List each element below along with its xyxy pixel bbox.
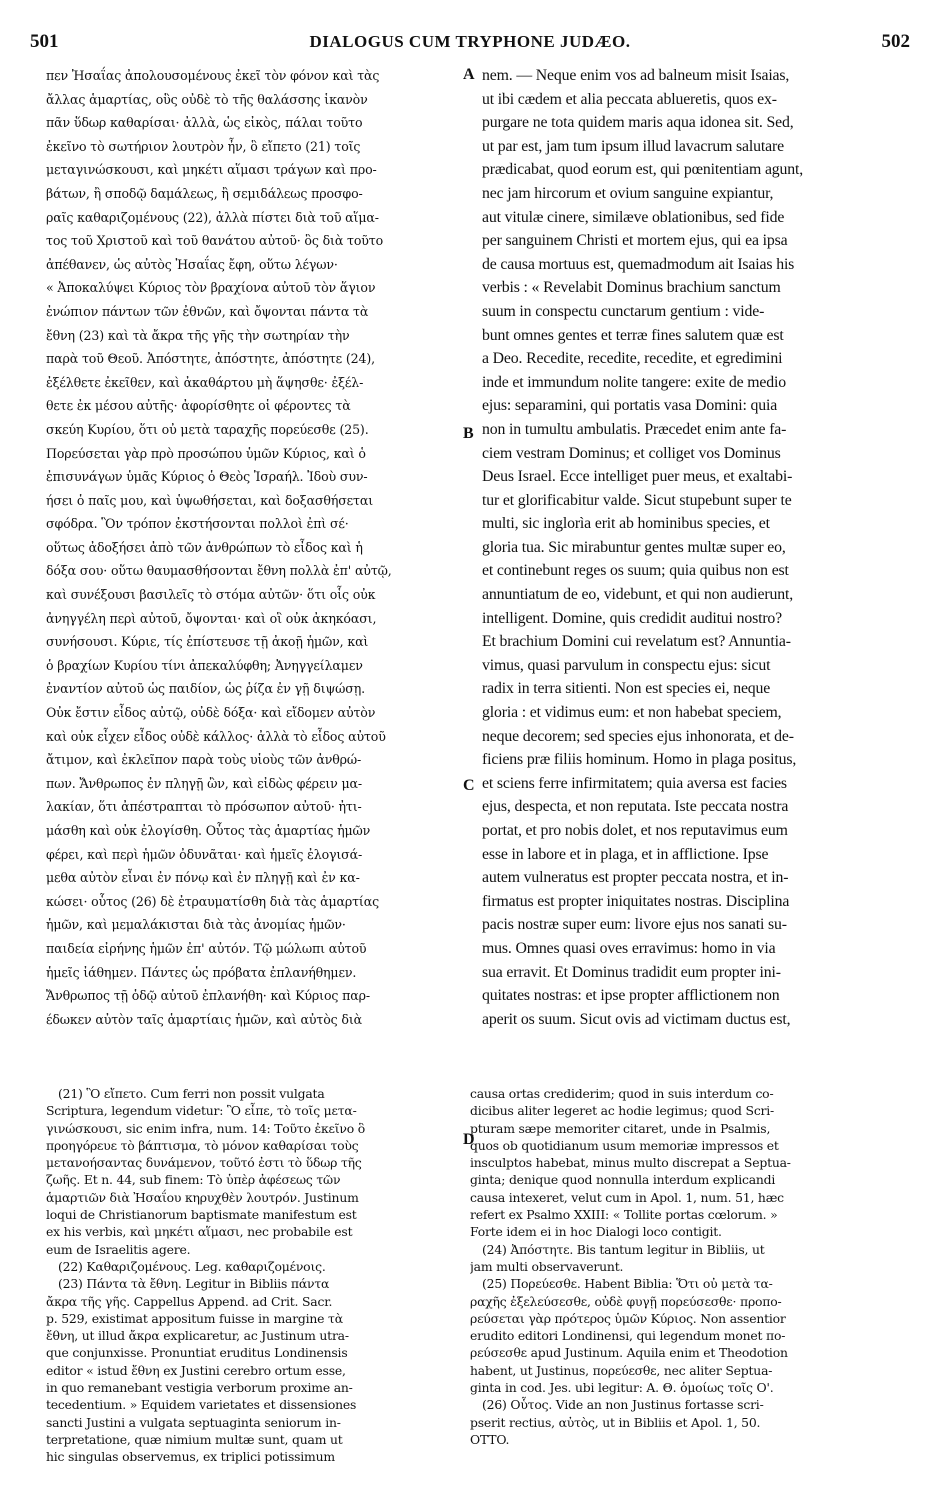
latin-text-line: quitates nostras: et ipse propter afflictionem non [482, 987, 780, 1005]
greek-text-line: πᾶν ὕδωρ καθαρίσαι· ἀλλὰ, ὡς εἰκὸς, πάλαι τοῦτο [46, 115, 363, 131]
latin-text-line: annuntiatum de eo, videbunt, et qui non audierunt, [482, 586, 793, 604]
greek-text-line: σφόδρα. Ὃν τρόπον ἐκστήσονται πολλοὶ ἐπὶ σέ· [46, 516, 349, 532]
latin-text-line: ejus, despecta, et non reputata. Iste peccata nostra [482, 798, 789, 816]
greek-text-line: « Ἀποκαλύψει Κύριος τὸν βραχίονα αὐτοῦ τὸν ἅγιον [46, 280, 376, 296]
greek-text-line: ἀπέθανεν, ὡς αὐτὸς Ἠσαΐας ἔφη, οὕτω λέγων· [46, 256, 338, 272]
greek-text-line: ἄλλας ἁμαρτίας, οὓς οὐδὲ τὸ τῆς θαλάσσης ἱκανὸν [46, 91, 368, 107]
latin-text-line: inde et immundum nolite tangere: exite de medio [482, 373, 786, 391]
greek-text-line: παιδεία εἰρήνης ἡμῶν ἐπ' αὐτόν. Τῷ μώλωπι αὐτοῦ [46, 940, 367, 956]
footnote-line: προηγόρευε τὸ βάπτισμα, τὸ μόνον καθαρίσαι τοὺς [46, 1137, 359, 1153]
greek-text-line: φέρει, καὶ περὶ ἡμῶν ὀδυνᾶται· καὶ ἡμεῖς ἐλογισά- [46, 846, 363, 862]
latin-text-line: tur et glorificabitur valde. Sicut stupebunt super te [482, 491, 792, 509]
footnote-line: in quo remanebant vestigia verborum proxime an- [46, 1380, 353, 1396]
latin-text-line: Deus Israel. Ecce intelliget puer meus, et exaltabi- [482, 468, 793, 486]
footnote-line: editor « istud ἔθνη ex Justini cerebro ortum esse, [46, 1362, 346, 1378]
footnote-line: causa ortas crediderim; quod in suis interdum co- [470, 1086, 774, 1101]
latin-text-line: aut vitulæ cinere, similæve oblationibus, sed fide [482, 208, 785, 226]
greek-text-line: πεν Ἠσαΐας ἀπολουσομένους ἐκεῖ τὸν φόνον καὶ τὰς [46, 68, 380, 83]
greek-text-line: παρὰ τοῦ Θεοῦ. Ἀπόστητε, ἀπόστητε, ἀπόστητε (24), [46, 351, 375, 367]
latin-text-line: verbis : « Revelabit Dominus brachium sanctum [482, 279, 781, 297]
footnote-line: ρεύσεται γὰρ πρότερος ὑμῶν Κύριος. Non assentior [470, 1310, 786, 1326]
footnote-line: (26) Οὗτος. Vide an non Justinus fortasse scri- [482, 1397, 764, 1413]
footnote-line: ginta in cod. Jes. ubi legitur: Α. Θ. ὁμοίως τοῖς Ο'. [470, 1380, 774, 1396]
latin-text-line: non in tumultu ambulatis. Præcedet enim ante fa- [482, 420, 787, 438]
footnote-line: tecedentium. » Equidem varietates et dissensiones [46, 1397, 357, 1413]
greek-text-line: ἐναντίον αὐτοῦ ὡς παιδίον, ὡς ῥίζα ἐν γῇ διψώσῃ. [46, 681, 366, 697]
footnote-line: sancti Justini a vulgata septuaginta seniorum in- [46, 1414, 341, 1430]
footnote-line: hic singulas observemus, ex triplici potissimum [46, 1449, 335, 1465]
footnote-line: terpretatione, quæ nimium multæ sunt, quam ut [46, 1431, 343, 1447]
greek-text-line: τος τοῦ Χριστοῦ καὶ τοῦ θανάτου αὐτοῦ· ὃς διὰ τοῦτο [46, 233, 384, 249]
page-number-left: 501 [30, 31, 59, 52]
running-title: DIALOGUS CUM TRYPHONE JUDÆO. [309, 32, 631, 51]
footnote-line: loqui de Christianorum baptismate manifestum est [46, 1207, 357, 1223]
footnote-line: habent, ut Justinus, πορεύεσθε, nec aliter Septua- [470, 1362, 773, 1378]
greek-text-line: οὕτως ἀδοξήσει ἀπὸ τῶν ἀνθρώπων τὸ εἶδος καὶ ἡ [46, 539, 363, 555]
greek-text-line: ὁ βραχίων Κυρίου τίνι ἀπεκαλύφθη; Ἀνηγγείλαμεν [46, 657, 363, 673]
footnote-line: jam multi observaverunt. [470, 1258, 624, 1274]
latin-text-line: vimus, quasi parvulum in conspectu ejus: sicut [482, 656, 771, 674]
footnote-line: ἔθνη, ut illud ἄκρα explicaretur, ac Justinum utra- [46, 1328, 349, 1344]
latin-text-line: gloria tua. Sic mirabuntur gentes multæ super eo, [482, 538, 786, 556]
footnote-line: μετανοήσαντας δυνάμενον, τοῦτό ἐστι τὸ ὕδωρ τῆς [46, 1155, 362, 1171]
footnote-line: quos ob quotidianum usum memoriæ impressos et [470, 1137, 779, 1153]
footnote-line: ρεύσεσθε apud Justinum. Aquila enim et Theodotion [470, 1345, 788, 1361]
footnote-line: Forte idem ei in hoc Dialogi loco contigit. [470, 1224, 722, 1240]
greek-text-line: λακίαν, ὅτι ἀπέστραπται τὸ πρόσωπον αὐτοῦ· ἠτι- [46, 799, 362, 815]
footnote-line: refert ex Psalmo XXIII: « Tollite portas cœlorum. » [470, 1207, 778, 1223]
section-marker-d: D [463, 1131, 475, 1148]
greek-text-line: ἐκεῖνο τὸ σωτήριον λουτρὸν ἦν, ὃ εἴπετο (21) τοῖς [46, 138, 361, 154]
running-header [30, 28, 910, 56]
footnote-line: (25) Πορεύεσθε. Habent Biblia: Ὅτι οὐ μετὰ τα- [482, 1276, 773, 1292]
footnote-line: p. 529, existimat appositum fuisse in margine τὰ [46, 1310, 343, 1326]
footnote-line: γινώσκουσι, sic enim infra, num. 14: Τοῦτο ἐκεῖνο ὃ [46, 1120, 366, 1136]
section-marker-c: C [463, 777, 475, 794]
greek-text-line: Πορεύσεται γὰρ πρὸ προσώπου ὑμῶν Κύριος, καὶ ὁ [46, 445, 366, 461]
greek-text-line: θετε ἐκ μέσου αὐτῆς· ἀφορίσθητε οἱ φέροντες τὰ [46, 398, 351, 414]
footnote-line: ζωῆς. Et n. 44, sub finem: Τὸ ὑπὲρ ἀφέσεως τῶν [46, 1172, 341, 1188]
latin-text-line: intelligent. Domine, quis credidit auditui nostro? [482, 609, 783, 627]
footnote-line: Scriptura, legendum videtur: Ὃ εἶπε, τὸ τοῖς μετα- [46, 1103, 357, 1119]
greek-text-line: ἀνηγγέλη περὶ αὐτοῦ, ὄψονται· καὶ οἳ οὐκ ἀκηκόασι, [46, 610, 377, 626]
greek-text-line: μεθα αὐτὸν εἶναι ἐν πόνῳ καὶ ἐν πληγῇ καὶ ἐν κα- [46, 870, 360, 886]
greek-text-line: Οὐκ ἔστιν εἶδος αὐτῷ, οὐδὲ δόξα· καὶ εἴδομεν αὐτὸν [46, 705, 376, 721]
greek-text-line: συνήσουσι. Κύριε, τίς ἐπίστευσε τῇ ἀκοῇ ἡμῶν, καὶ [46, 634, 369, 650]
latin-text-line: portat, et pro nobis dolet, et nos reputavimus eum [482, 822, 788, 839]
latin-text-line: ut par est, jam tum ipsum illud lavacrum salutare [482, 137, 784, 155]
latin-text-line: ut ibi cædem et alia peccata ablueretis, quos ex- [482, 90, 777, 108]
footnote-line: (21) Ὃ εἴπετο. Cum ferri non possit vulgata [58, 1086, 325, 1101]
latin-text-line: aperit os suum. Sicut ovis ad victimam ductus est, [482, 1010, 791, 1028]
latin-text-line: firmatus est propter iniquitates nostras. Disciplina [482, 892, 790, 910]
footnote-line: ex his verbis, καὶ μηκέτι αἵμασι, nec probabile est [46, 1224, 353, 1240]
greek-text-line: βάτων, ἢ σποδῷ δαμάλεως, ἢ σεμιδάλεως προσφο- [46, 185, 363, 201]
latin-text-line: sua erravit. Et Dominus tradidit eum propter ini- [482, 963, 781, 981]
footnote-line: insculptos habebat, minus multo discrepat a Septua- [470, 1155, 791, 1171]
latin-text-line: Et brachium Domini cui revelatum est? Annuntia- [482, 633, 791, 651]
latin-text-line: a Deo. Recedite, recedite, recedite, et egredimini [482, 350, 783, 368]
greek-text-line: ἔθνη (23) καὶ τὰ ἄκρα τῆς γῆς τὴν σωτηρίαν τὴν [46, 327, 350, 343]
greek-text-column [46, 64, 464, 1056]
latin-text-column [482, 64, 894, 1056]
latin-text-line: neque decorem; sed species ejus inhonorata, et de- [482, 727, 794, 745]
footnote-line: causa intexeret, velut cum in Apol. 1, num. 51, hæc [470, 1189, 784, 1205]
footnotes-right [470, 1085, 895, 1448]
greek-text-line: ἐπισυνάγων ὑμᾶς Κύριος ὁ Θεὸς Ἰσραήλ. Ἰδοὺ συν- [46, 469, 368, 485]
latin-text-line: ficiens præ filiis hominum. Homo in plaga positus, [482, 751, 797, 769]
greek-text-line: κώσει· οὗτος (26) δὲ ἐτραυματίσθη διὰ τὰς ἁμαρτίας [46, 893, 379, 909]
footnote-line: OTTO. [470, 1431, 510, 1447]
latin-text-line: de causa mortuus est, quemadmodum ait Isaias his [482, 255, 795, 273]
footnote-line: (24) Ἀπόστητε. Bis tantum legitur in Bibliis, ut [482, 1241, 765, 1257]
latin-text-line: esse in labore et in plaga, et in afflictione. Ipse [482, 845, 769, 863]
latin-text-line: radix in terra sitienti. Non est species ei, neque [482, 680, 771, 698]
footnote-line: pserit rectius, αὐτὸς, ut in Bibliis et Apol. 1, 50. [470, 1414, 761, 1430]
greek-text-line: ραῖς καθαριζομένους (22), ἀλλὰ πίστει διὰ τοῦ αἵμα- [46, 209, 379, 225]
latin-text-line: mus. Omnes quasi oves erravimus: homo in via [482, 939, 776, 957]
latin-text-line: nem. — Neque enim vos ad balneum misit Isaias, [482, 67, 790, 84]
greek-text-line: ἐνώπιον πάντων τῶν ἐθνῶν, καὶ ὄψονται πάντα τὰ [46, 303, 369, 319]
footnote-line: ginta; denique quod nonnulla interdum explicandi [470, 1172, 776, 1188]
latin-text-line: multi, sic inglorìa erit ab hominibus species, et [482, 515, 770, 533]
latin-text-line: pacis nostræ super eum: livore ejus nos sanati su- [482, 916, 787, 934]
greek-text-line: ἡμῶν, καὶ μεμαλάκισται διὰ τὰς ἀνομίας ἡμῶν· [46, 917, 346, 933]
latin-text-line: nec jam hircorum et ovium sanguine expiantur, [482, 184, 774, 202]
latin-text-line: per sanguinem Christi et mortem ejus, qui ea ipsa [482, 232, 788, 250]
greek-text-line: καὶ οὐκ εἶχεν εἶδος οὐδὲ κάλλος· ἀλλὰ τὸ εἶδος αὐτοῦ [46, 728, 386, 744]
footnote-line: ἁμαρτιῶν διὰ Ἠσαΐου κηρυχθὲν λουτρόν. Justinum [46, 1189, 359, 1205]
section-marker-b: B [463, 425, 474, 442]
footnote-line: (22) Καθαριζομένους. Leg. καθαριζομένοις. [58, 1258, 326, 1274]
greek-text-line: ἡμεῖς ἰάθημεν. Πάντες ὡς πρόβατα ἐπλανήθημεν. [46, 964, 357, 980]
latin-text-line: ciem vestram Dominus; et colliget vos Dominus [482, 444, 781, 462]
latin-text-line: gloria : et vidimus eum: et non habebat speciem, [482, 704, 782, 722]
latin-text-line: prædicabat, quod eorum est, qui pœnitentiam agunt, [482, 161, 804, 179]
footnote-line: ἄκρα τῆς γῆς. Cappellus Append. ad Crit. Sacr. [46, 1293, 333, 1309]
footnote-line: dicibus aliter legeret ac hodie legimus; quod Scri- [470, 1103, 775, 1119]
latin-text-line: et sciens ferre infirmitatem; quia aversa est facies [482, 774, 787, 792]
greek-text-line: έδωκεν αὐτὸν ταῖς ἁμαρτίαις ἡμῶν, καὶ αὐτὸς διὰ [46, 1011, 362, 1027]
latin-text-line: ejus: separamini, qui portatis vasa Domini: quia [482, 397, 778, 415]
latin-text-line: purgare ne tota quidem maris aqua idonea sit. Sed, [482, 114, 794, 132]
greek-text-line: πων. Ἄνθρωπος ἐν πληγῇ ὢν, καὶ εἰδὼς φέρειν μα- [46, 775, 362, 791]
latin-text-line: bunt omnes gentes et terræ fines salutem quæ est [482, 326, 784, 344]
greek-text-line: ἄτιμον, καὶ ἐκλεῖπον παρὰ τοὺς υἱοὺς τῶν ἀνθρώ- [46, 752, 362, 768]
latin-text-line: et continebunt reges os suum; quia quibus non est [482, 562, 789, 580]
greek-text-line: μάσθη καὶ οὐκ ἐλογίσθη. Οὗτος τὰς ἁμαρτίας ἡμῶν [46, 823, 371, 838]
page-number-right: 502 [881, 31, 910, 52]
latin-text-line: autem vulneratus est propter peccata nostra, et in- [482, 869, 789, 887]
footnote-line: que conjunxisse. Pronuntiat eruditus Londinensis [46, 1345, 348, 1361]
greek-text-line: καὶ συνέξουσι βασιλεῖς τὸ στόμα αὐτῶν· ὅτι οἷς οὐκ [46, 587, 376, 603]
footnotes-left [46, 1085, 454, 1466]
greek-text-line: ήσει ὁ παῖς μου, καὶ ὑψωθήσεται, καὶ δοξασθήσεται [46, 492, 374, 508]
latin-text-line: suum in conspectu cunctarum gentium : vide- [482, 302, 765, 320]
greek-text-line: ἐξέλθετε ἐκεῖθεν, καὶ ἀκαθάρτου μὴ ἅψησθε· ἐξέλ- [46, 374, 364, 390]
footnote-line: ραχῆς ἐξελεύσεσθε, οὐδὲ φυγῇ πορεύσεσθε· προπο- [470, 1293, 782, 1309]
greek-text-line: Ἄνθρωπος τῇ ὁδῷ αὐτοῦ ἐπλανήθη· καὶ Κύριος παρ- [46, 988, 370, 1004]
greek-text-line: σκεύη Κυρίου, ὅτι οὐ μετὰ ταραχῆς πορεύεσθε (25). [46, 421, 369, 437]
section-marker-a: A [463, 66, 475, 83]
greek-text-line: μεταγινώσκουσι, καὶ μηκέτι αἵμασι τράγων καὶ προ- [46, 162, 377, 178]
footnote-line: (23) Πάντα τὰ ἔθνη. Legitur in Bibliis πάντα [58, 1276, 330, 1292]
footnote-line: pturam sæpe memoriter citaret, unde in Psalmis, [470, 1120, 771, 1136]
footnote-line: eum de Israelitis agere. [46, 1241, 191, 1257]
greek-text-line: δόξα σου· οὕτω θαυμασθήσονται ἔθνη πολλὰ ἐπ' αὐτῷ, [46, 563, 392, 579]
footnote-line: erudito editori Londinensi, qui legendum monet πο- [470, 1328, 786, 1344]
